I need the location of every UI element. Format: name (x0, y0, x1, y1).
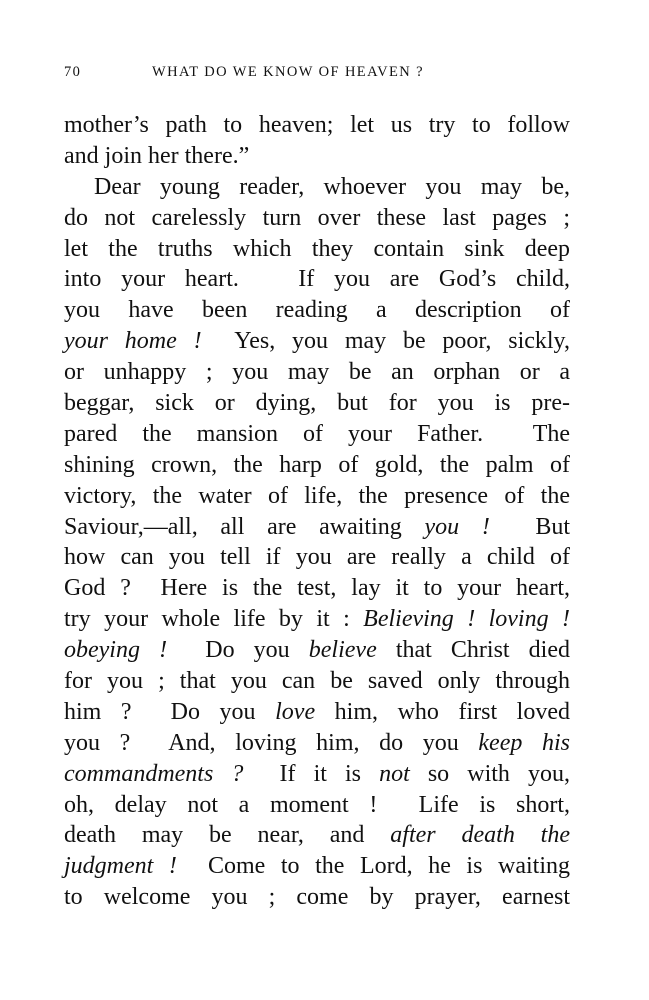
text-line (64, 357, 570, 388)
text-line (64, 481, 570, 512)
text-line (64, 573, 570, 604)
text-run: that Christ died (376, 637, 570, 664)
italic-text: commandments ? (64, 760, 244, 787)
text-run: shining crown, the harp of gold, the palm of (64, 451, 570, 478)
text-run: or unhappy ; you may be an orphan or a (64, 359, 570, 386)
italic-text: judgment ! (64, 853, 177, 880)
text-run: Yes, you may be poor, sickly, (201, 328, 570, 355)
text-run: into your heart. If you are God’s child, (64, 266, 570, 293)
text-line (64, 820, 570, 851)
text-run: try your whole life by it : (64, 606, 364, 633)
text-run: for you ; that you can be saved only through (64, 668, 570, 695)
italic-text: love (275, 698, 316, 725)
running-title: WHAT DO WE KNOW OF HEAVEN ? (152, 64, 424, 80)
text-line (64, 882, 570, 913)
running-head (64, 64, 504, 86)
italic-text: your home ! (64, 328, 202, 355)
text-line (64, 326, 570, 357)
italic-text: after death the (390, 822, 571, 849)
text-run: But (489, 513, 570, 540)
text-run: him ? Do you (64, 698, 276, 725)
text-run: Come to the Lord, he is waiting (176, 853, 570, 880)
text-run: him, who first loved (315, 698, 570, 725)
text-run: how can you tell if you are really a child of (64, 544, 570, 571)
text-run: so with you, (409, 760, 570, 787)
text-line (64, 851, 570, 882)
text-run: pared the mansion of your Father. The (64, 420, 570, 447)
italic-text: you ! (424, 513, 490, 540)
text-line (64, 295, 570, 326)
text-run: Dear young reader, whoever you may be, (94, 173, 570, 200)
text-run: death may be near, and (64, 822, 391, 849)
italic-text: obeying ! (64, 637, 168, 664)
text-run: victory, the water of life, the presence of the (64, 482, 570, 509)
text-line (64, 759, 570, 790)
text-line (64, 234, 570, 265)
text-run: do not carelessly turn over these last pages ; (64, 204, 570, 231)
italic-text: keep his (478, 729, 570, 756)
italic-text: not (379, 760, 410, 787)
text-run: let the truths which they contain sink deep (64, 235, 570, 262)
text-line (64, 264, 570, 295)
text-line (64, 635, 570, 666)
text-line (64, 172, 570, 203)
italic-text: Believing ! loving ! (363, 606, 570, 633)
text-line (64, 141, 570, 172)
page-number: 70 (64, 64, 82, 80)
text-line (64, 790, 570, 821)
text-line (64, 512, 570, 543)
text-line (64, 450, 570, 481)
text-run: Saviour,—all, all are awaiting (64, 513, 425, 540)
text-run: you have been reading a description of (64, 297, 570, 324)
text-line (64, 604, 570, 635)
text-run: beggar, sick or dying, but for you is pre- (64, 390, 570, 417)
text-line (64, 542, 570, 573)
text-run: you ? And, loving him, do you (64, 729, 479, 756)
text-run: God ? Here is the test, lay it to your heart, (64, 575, 570, 602)
text-run: oh, delay not a moment ! Life is short, (64, 791, 570, 818)
text-line (64, 666, 570, 697)
text-line (64, 110, 570, 141)
text-line (64, 728, 570, 759)
body-text (64, 110, 570, 913)
text-line (64, 419, 570, 450)
italic-text: believe (308, 637, 377, 664)
text-line (64, 697, 570, 728)
text-run: and join her there.” (64, 142, 250, 169)
text-line (64, 388, 570, 419)
text-run: to welcome you ; come by prayer, earnest (64, 884, 570, 911)
text-line (64, 203, 570, 234)
text-run: Do you (167, 637, 309, 664)
text-run: If it is (243, 760, 380, 787)
text-run: mother’s path to heaven; let us try to follow (64, 112, 570, 138)
